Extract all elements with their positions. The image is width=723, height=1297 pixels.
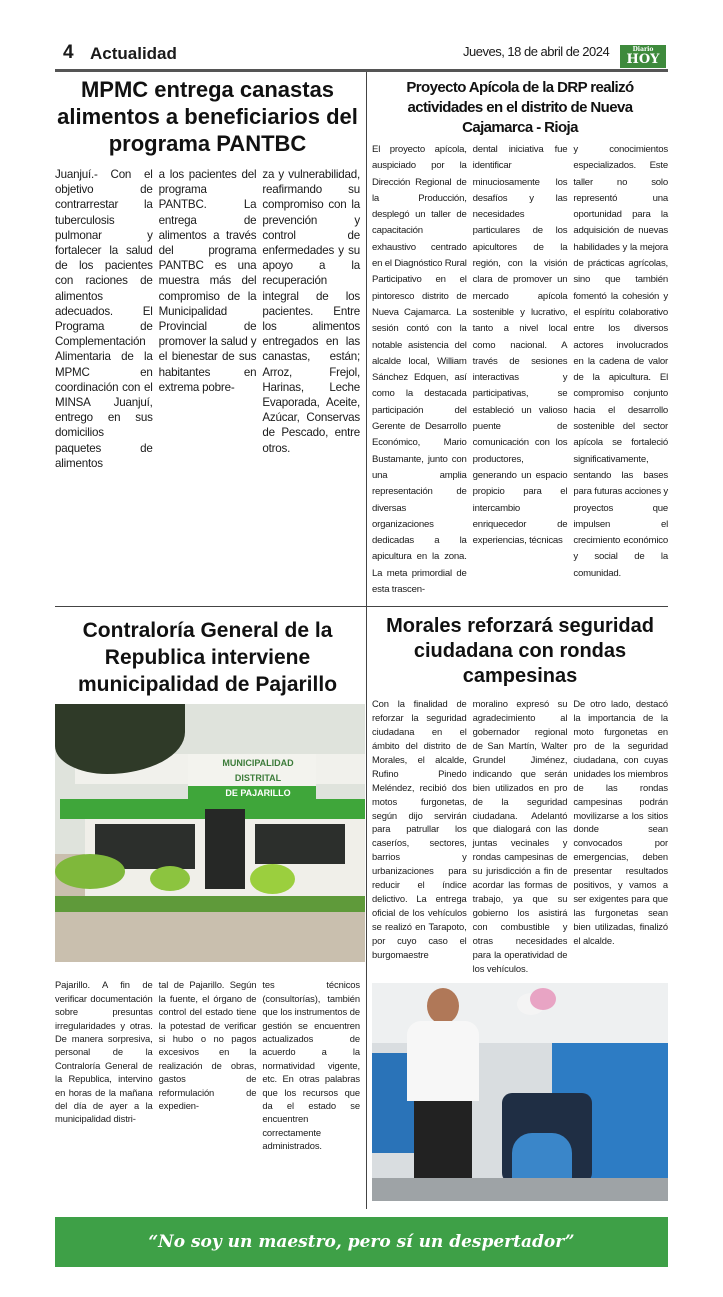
section-title: Actualidad: [90, 44, 177, 63]
sign-line1: MUNICIPALIDAD: [222, 758, 294, 769]
article2: [366, 72, 668, 606]
article3-col2: tal de Pajarillo. Según la fuente, el órgano de control del estado tiene la potestad de verificar si hubo o no pagos excesivos en la realización de obras, gastos de reformulación de expedien-: [158, 979, 257, 1111]
issue-date: Jueves, 18 de abril de 2024: [463, 44, 610, 59]
article2-headline: Proyecto Apícola de la DRP realizó actividades en el distrito de Nueva Cajamarca - Rioja: [406, 79, 634, 136]
sign-line2: DISTRITAL: [234, 773, 282, 784]
article1-col2: a los pacientes del programa PANTBC. La entrega de alimentos a través del programa PANTBC es una muestra más del compromiso de la Municipalidad Provincial de promover la salud y el bienestar de sus habitantes en extrema pobre-: [158, 168, 257, 394]
newspaper-logo: [620, 45, 666, 68]
mayor-motorcycle-photo: [372, 983, 668, 1201]
logo-small-text: Diario: [632, 46, 654, 53]
article3-headline: Contraloría General de la Republica interviene municipalidad de Pajarillo: [77, 619, 338, 697]
article1-col3: za y vulnerabilidad, reafirmando su compromiso con la prevención y control de enfermedades y su apoyo a la recuperación integral de los pacientes. Entre los alimentos entregados en las canastas, están; Arroz, Frejol, Harinas, Leche Evaporada, Aceite, Azúcar, Conservas de Pescado, entre otros.: [262, 168, 361, 455]
article4-col1: Con la finalidad de reforzar la seguridad ciudadana en el ámbito del distrito de Morales, el alcalde, Rufino Pinedo Meléndez, recibió dos motos furgonetas, según dijo servirán para patrullar los caseríos, sectores, barrios y urbanizaciones para reducir el índice delictivo. La entrega oficial de los vehículos se realizó en Tarapoto, por cuyo caso el burgomaestre: [372, 698, 467, 960]
page-header: [55, 40, 668, 72]
article3-col3: tes técnicos (consultorías), también que los instrumentos de gestión se encuentren actualizados de acuerdo a la normatividad vigente, etc. En otras palabras que los recursos que da el estado se encuentren correctamente administrados.: [262, 979, 361, 1152]
article2-col1: El proyecto apícola, auspiciado por la Dirección Regional de la Producción, desplegó un taller de capacitación exhaustivo centrado en el Diagnóstico Rural Participativo en el pintoresco distrito de Nueva Cajamarca. La sesión contó con la notable asistencia del alcalde local, William Sánchez Edquen, así como la destacada participación del Gerente de Desarrollo Económico, Mario Bustamante, junto con una amplia representación de diversas organizaciones dedicadas a la apicultura en la zona. La meta primordial de esta trascen-: [372, 144, 467, 596]
logo-big-text: HOY: [626, 52, 660, 67]
article4-headline: Morales reforzará seguridad ciudadana con rondas campesinas: [386, 615, 654, 688]
top-row: [55, 72, 668, 607]
bottom-row: [55, 607, 668, 1209]
municipality-photo: [55, 704, 365, 962]
page-number: 4: [63, 42, 74, 63]
article2-col3: y conocimientos especializados. Este taller no solo representó una oportunidad para la adquisición de nuevas habilidades y la mejora de prácticas agrícolas, sino que también fomentó la cohesión y el espíritu colaborativo entre los diversos actores involucrados en la cadena de valor de la apicultura. El compromiso conjunto hacia el desarrollo sostenible del sector apícola se fortaleció significativamente, sentando las bases para futuras acciones y proyectos que impulsen el crecimiento económico y social de la comunidad.: [573, 144, 669, 579]
article3: [55, 607, 366, 1209]
article2-col2: dental iniciativa fue identificar minuciosamente los desafíos y las necesidades particulares de los apicultores de la región, con la visión clara de promover un mercado apícola sostenible y lucrativo, tanto a nivel local como nacional. A través de sesiones interactivas y participativas, se estableció un valioso puente de comunicación con los productores, generando un espacio propicio para el intercambio enriquecedor de experiencias, técnicas: [472, 144, 568, 547]
article1-headline: MPMC entrega canastas alimentos a beneficiarios del programa PANTBC: [57, 77, 358, 156]
article4-col3: De otro lado, destacó la importancia de la moto furgonetas en pro de la seguridad ciudadana, con cuyas unidades los miembros de las rondas campesinas podrán movilizarse a los sitios donde sean convocados por emergencias, deben presentar resultados positivos, y vamos a ser exigentes para que las furgonetas sean bien utilizadas, finalizó el alcalde.: [573, 698, 669, 946]
building-sign: [200, 756, 316, 801]
article4: [366, 607, 668, 1209]
article1-col1: Juanjuí.- Con el objetivo de contrarrestar la tuberculosis pulmonar y fortalecer la salud de los pacientes con raciones de alimentos adecuados. El Programa de Complementación Alimentaria de la MPMC en coordinación con el MINSA Juanjuí, entrego en sus domicilios paquetes de alimentos: [55, 168, 153, 470]
quote-banner: “No soy un maestro, pero sí un despertador”: [55, 1217, 668, 1267]
article3-col1: Pajarillo. A fin de verificar documentación sobre presuntas irregularidades y otras. De manera sorpresiva, personal de la Contraloría General de la Republica, intervino en horas de la mañana del día de ayer a la municipalidad distri-: [55, 979, 153, 1125]
article4-col2: moralino expresó su agradecimiento al gobernador regional de San Martín, Walter Grundel Jiménez, indicando que serán bien utilizados en pro de la seguridad ciudadana. Adelantó que dialogará con las juntas vecinales y rondas campesinas de su jurisdicción a fin de acordar las formas de trabajo, ya que su gobierno los asistirá con combustible y otras necesidades para la operatividad de los vehículos.: [472, 698, 568, 974]
sign-line3: DE PAJARILLO: [225, 788, 291, 799]
article1: [55, 72, 366, 606]
